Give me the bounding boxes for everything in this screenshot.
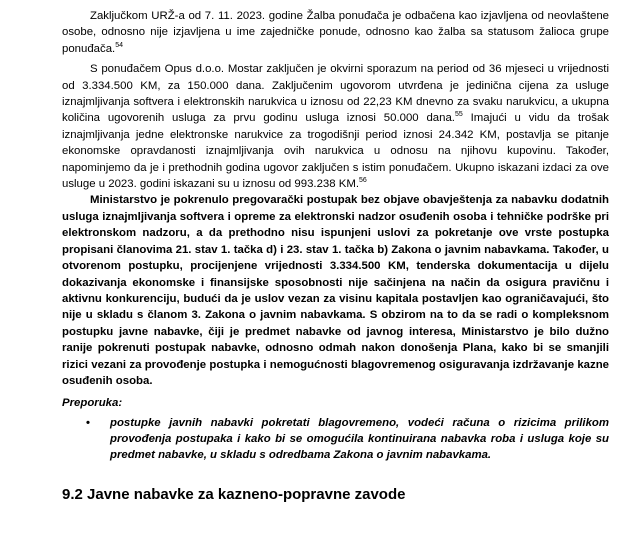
paragraph-opus-text-a: S ponuđačem Opus d.o.o. Mostar zaključen je okvirni sporazum na period od 36 mjeseci u vrijednosti od 3.334.500 KM, za 150.000 dana. Zaključenim ugovorom utvrđena je jedinična cijena za usluge iznajmljivanja softvera i elektronskih narukvica u iznosu od 22,23 KM dnevno za svaku narukvicu, a ukupna količina ugovorenih usluga za prvu godinu usluga iznosi 50.000 dana.	[62, 63, 609, 125]
footnote-ref-54[interactable]: 54	[115, 42, 124, 50]
recommendation-label: Preporuka:	[62, 397, 123, 410]
bullet-icon: •	[86, 416, 90, 429]
paragraph-opus-text-b: Imajući u vidu da trošak iznajmljivanja jedne elektronske narukvice za trogodišnji period iznosi 24.342 KM, postavlja se pitanje ekonomske opravdanosti iznajmljivanja ovih narukvica u odnosu na njihovu kupovinu. Također, napominjemo da je i prethodnih godina ugovor zaključen s istim ponuđačem. Ukupno iskazani izdaci za ove usluge u 2023. godini iskazani su u iznosu od 993.238 KM.	[62, 112, 609, 191]
recommendation-item	[62, 415, 609, 463]
footnote-ref-55[interactable]: 55	[454, 111, 463, 119]
section-heading: 9.2 Javne nabavke za kazneno-popravne zavode	[62, 485, 406, 503]
paragraph-opus	[62, 61, 609, 192]
paragraph-finding: Ministarstvo je pokrenulo pregovarački postupak bez objave obavještenja za nabavku dodatnih usluga iznajmljivanja softvera i opreme za elektronski nadzor osuđenih osoba i tehničke podrške pri elektronskom nadzoru, a da prethodno nisu ispunjeni uslovi za pokretanje ove vrste postupka propisani članovima 21. stav 1. tačka d) i 23. stav 1. tačka b) Zakona o javnim nabavkama. Također, u otvorenom postupku, procijenjene vrijednosti 3.334.500 KM, tenderska dokumentacija u dijelu dokazivanja ekonomske i finansijske sposobnosti nije sačinjena na način da osigura pravičnu i aktivnu konkurenciju, budući da je uslov vezan za visinu kapitala postavljen kao ograničavajući, što nije u skladu s članom 3. Zakona o javnim nabavkama. S obzirom na to da se radi o kompleksnom postupku javne nabavke, čiji je predmet nabavke od javnog interesa, Ministarstvo je bilo dužno ranije pokrenuti postupak nabavke, odnosno odmah nakon donošenja Plana, kako bi se smanjili rizici vezani za provođenje postupka i nemogućnosti blagovremenog osiguravanja izdržavanje kazne osuđenih osoba.	[62, 194, 609, 387]
recommendation-item-text: postupke javnih nabavki pokretati blagovremeno, vodeći računa o rizicima prilikom provođenja postupaka i kako bi se omogućila kontinuirana nabavka roba i usluga koje su predmet nabavke, u skladu s odredbama Zakona o javnim nabavkama.	[110, 416, 609, 461]
paragraph-zalba	[62, 8, 609, 57]
footnote-ref-56[interactable]: 56	[359, 177, 367, 185]
paragraph-zalba-text: Zaključkom URŽ-a od 7. 11. 2023. godine Žalba ponuđača je odbačena kao izjavljena od neovlaštene osobe, odnosno nije izjavljena u ime zajedničke ponude, odnosno kao žalba sa statusom žalioca grupe ponuđača.	[62, 10, 609, 55]
recommendation-list	[62, 415, 609, 463]
